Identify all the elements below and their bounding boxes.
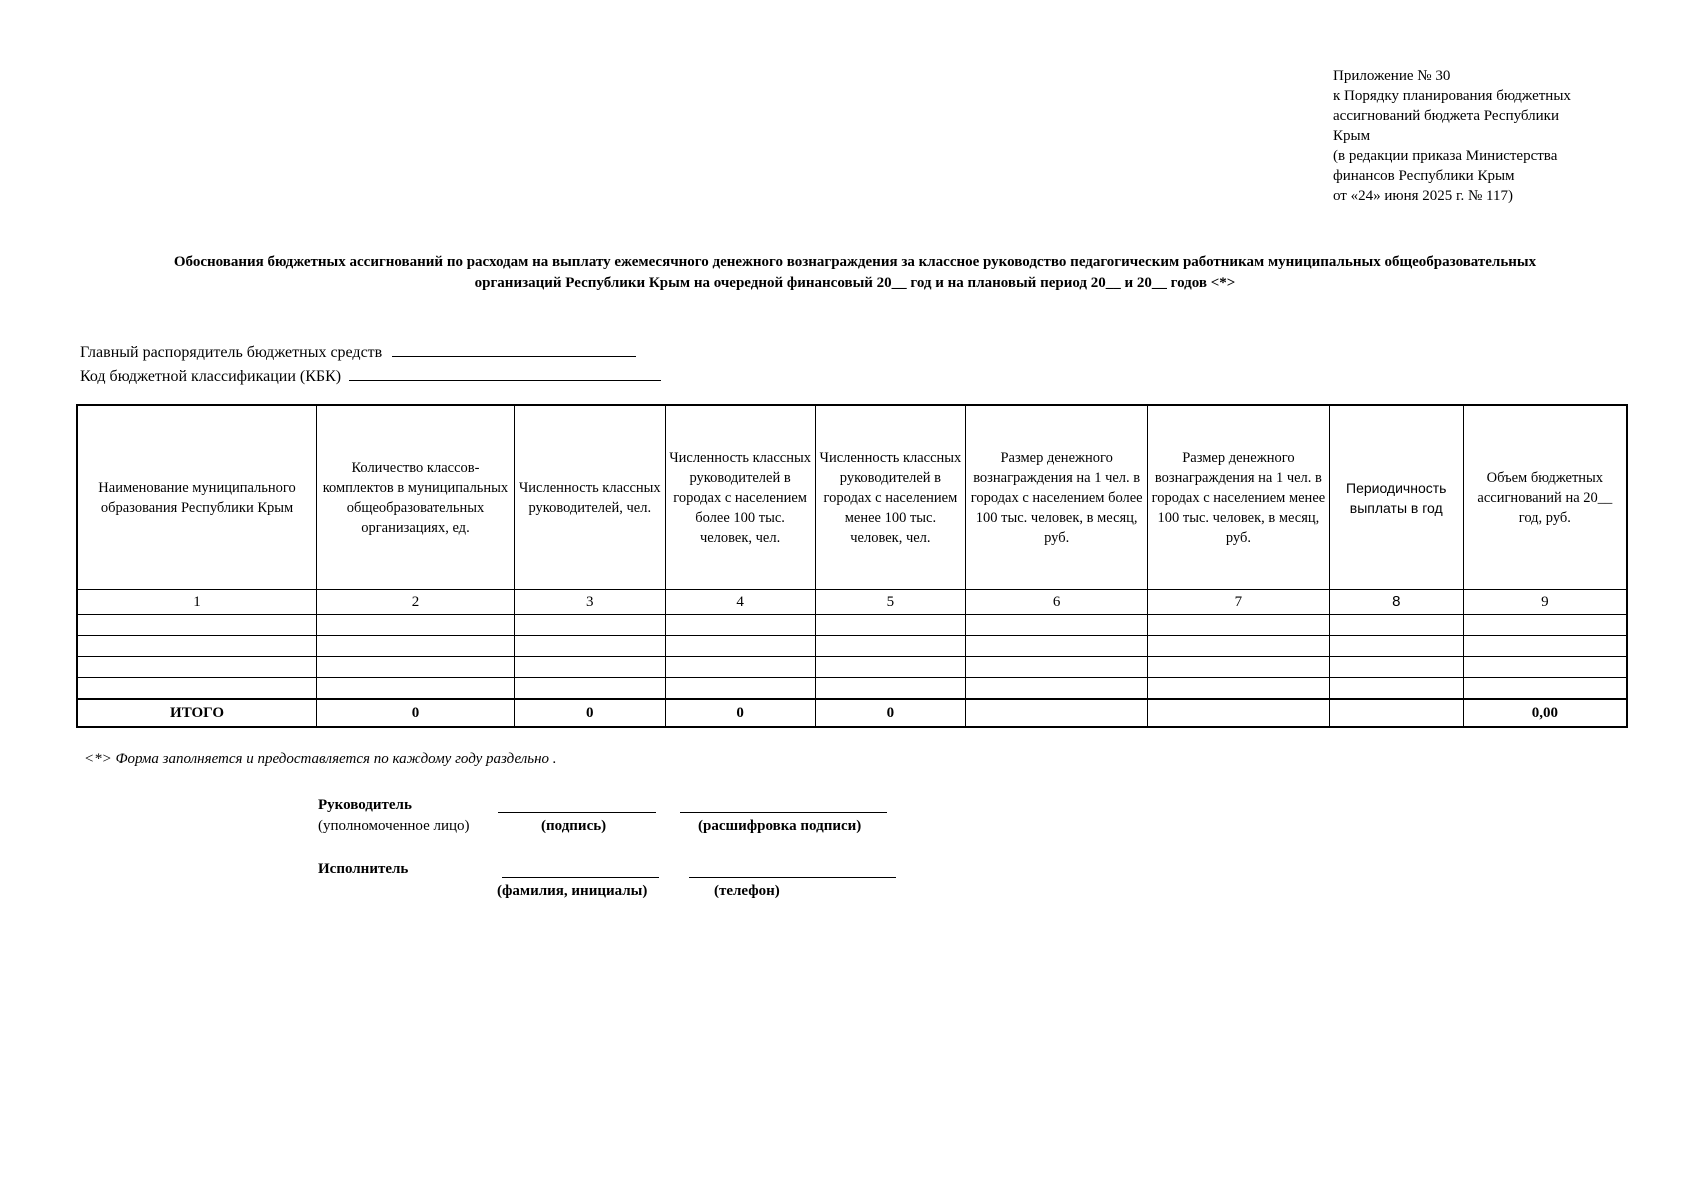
- column-number: 1: [77, 590, 317, 615]
- table-cell[interactable]: [1148, 615, 1330, 636]
- total-cell: 0: [665, 699, 815, 727]
- total-row: [77, 699, 1627, 727]
- table-cell[interactable]: [1463, 657, 1627, 678]
- header-reward-small-cities: Размер денежного вознаграждения на 1 чел. в городах с населением менее 100 тыс. человек, в месяц, руб.: [1148, 405, 1330, 590]
- table-row: [77, 657, 1627, 678]
- table-cell[interactable]: [815, 636, 966, 657]
- table-row: [77, 615, 1627, 636]
- table-cell[interactable]: [77, 615, 317, 636]
- table-cell[interactable]: [317, 657, 515, 678]
- total-cell: [966, 699, 1148, 727]
- phone-caption: (телефон): [714, 883, 780, 899]
- table-cell[interactable]: [665, 678, 815, 700]
- executor-label: Исполнитель: [318, 861, 409, 877]
- table-cell[interactable]: [1329, 657, 1463, 678]
- table-cell[interactable]: [514, 657, 665, 678]
- total-cell: 0: [514, 699, 665, 727]
- header-reward-large-cities: Размер денежного вознаграждения на 1 чел. в городах с населением более 100 тыс. человек, в месяц, руб.: [966, 405, 1148, 590]
- executor-phone-line[interactable]: [689, 877, 896, 878]
- document-title: [80, 252, 1630, 294]
- table-cell[interactable]: [815, 657, 966, 678]
- table-cell[interactable]: [514, 636, 665, 657]
- chief-administrator-line[interactable]: [392, 342, 636, 357]
- chief-administrator-label: Главный распорядитель бюджетных средств: [80, 344, 383, 361]
- column-number: 3: [514, 590, 665, 615]
- table-cell[interactable]: [1148, 657, 1330, 678]
- table-cell[interactable]: [514, 615, 665, 636]
- header-teachers-count: Численность классных руководителей, чел.: [514, 405, 665, 590]
- total-cell: 0,00: [1463, 699, 1627, 727]
- table-cell[interactable]: [77, 636, 317, 657]
- title-line-1: Обоснования бюджетных ассигнований по расходам на выплату ежемесячного денежного вознаграждения за классное руководство педагогическим работникам муниципальных общеобразовательных: [173, 254, 1537, 270]
- header-municipality: Наименование муниципального образования Республики Крым: [77, 405, 317, 590]
- table-cell[interactable]: [966, 657, 1148, 678]
- footnote: <*> Форма заполняется и предоставляется по каждому году раздельно .: [84, 751, 557, 767]
- table-header-row: [77, 405, 1627, 590]
- table-cell[interactable]: [1329, 636, 1463, 657]
- signature-decode-line[interactable]: [680, 812, 887, 813]
- table-cell[interactable]: [665, 657, 815, 678]
- appendix-line: (в редакции приказа Министерства: [1333, 148, 1558, 164]
- table-cell[interactable]: [665, 615, 815, 636]
- table-cell[interactable]: [514, 678, 665, 700]
- kbk-line[interactable]: [349, 366, 661, 381]
- table-row: [77, 636, 1627, 657]
- appendix-line: от «24» июня 2025 г. № 117): [1333, 188, 1513, 204]
- table-cell[interactable]: [77, 657, 317, 678]
- title-line-2: организаций Республики Крым на очередной финансовый 20__ год и на плановый период 20__ и 20__ годов <*>: [474, 275, 1236, 291]
- head-label: Руководитель: [318, 797, 412, 813]
- decode-caption: (расшифровка подписи): [698, 818, 862, 834]
- total-cell: [1148, 699, 1330, 727]
- header-teachers-large-cities: Численность классных руководителей в городах с населением более 100 тыс. человек, чел.: [665, 405, 815, 590]
- column-number: 6: [966, 590, 1148, 615]
- table-cell[interactable]: [815, 678, 966, 700]
- table-cell[interactable]: [317, 615, 515, 636]
- column-number: 4: [665, 590, 815, 615]
- column-number: 2: [317, 590, 515, 615]
- table-cell[interactable]: [1463, 678, 1627, 700]
- header-budget-volume: Объем бюджетных ассигнований на 20__ год, руб.: [1463, 405, 1627, 590]
- appendix-line: к Порядку планирования бюджетных: [1333, 88, 1571, 104]
- chief-administrator-field: [80, 342, 636, 362]
- table-cell[interactable]: [815, 615, 966, 636]
- appendix-block: [1333, 66, 1571, 206]
- table-row: [77, 678, 1627, 700]
- table-cell[interactable]: [966, 636, 1148, 657]
- column-numbers-row: [77, 590, 1627, 615]
- table-cell[interactable]: [1329, 615, 1463, 636]
- column-number: 8: [1329, 590, 1463, 615]
- table-cell[interactable]: [1463, 615, 1627, 636]
- table-cell[interactable]: [1148, 678, 1330, 700]
- table-cell[interactable]: [317, 678, 515, 700]
- table-cell[interactable]: [665, 636, 815, 657]
- appendix-line: Приложение № 30: [1333, 68, 1451, 84]
- header-teachers-small-cities: Численность классных руководителей в городах с населением менее 100 тыс. человек, чел.: [815, 405, 966, 590]
- header-class-sets: Количество классов-комплектов в муниципальных общеобразовательных организациях, ед.: [317, 405, 515, 590]
- signature-line[interactable]: [498, 812, 656, 813]
- column-number: 7: [1148, 590, 1330, 615]
- appendix-line: ассигнований бюджета Республики: [1333, 108, 1559, 124]
- total-cell: [1329, 699, 1463, 727]
- executor-name-line[interactable]: [502, 877, 659, 878]
- table-cell[interactable]: [966, 678, 1148, 700]
- table-cell[interactable]: [77, 678, 317, 700]
- name-caption: (фамилия, инициалы): [497, 883, 648, 899]
- column-number: 5: [815, 590, 966, 615]
- total-label: ИТОГО: [77, 699, 317, 727]
- kbk-field: [80, 366, 661, 386]
- total-cell: 0: [815, 699, 966, 727]
- kbk-label: Код бюджетной классификации (КБК): [80, 368, 342, 385]
- column-number: 9: [1463, 590, 1627, 615]
- header-payment-frequency: Периодичность выплаты в год: [1329, 405, 1463, 590]
- signature-caption: (подпись): [541, 818, 607, 834]
- appendix-line: Крым: [1333, 128, 1371, 144]
- table-cell[interactable]: [1329, 678, 1463, 700]
- budget-table: [76, 404, 1628, 728]
- table-cell[interactable]: [317, 636, 515, 657]
- table-cell[interactable]: [1148, 636, 1330, 657]
- head-sub-label: (уполномоченное лицо): [318, 818, 470, 834]
- table-cell[interactable]: [1463, 636, 1627, 657]
- total-cell: 0: [317, 699, 515, 727]
- appendix-line: финансов Республики Крым: [1333, 168, 1515, 184]
- table-cell[interactable]: [966, 615, 1148, 636]
